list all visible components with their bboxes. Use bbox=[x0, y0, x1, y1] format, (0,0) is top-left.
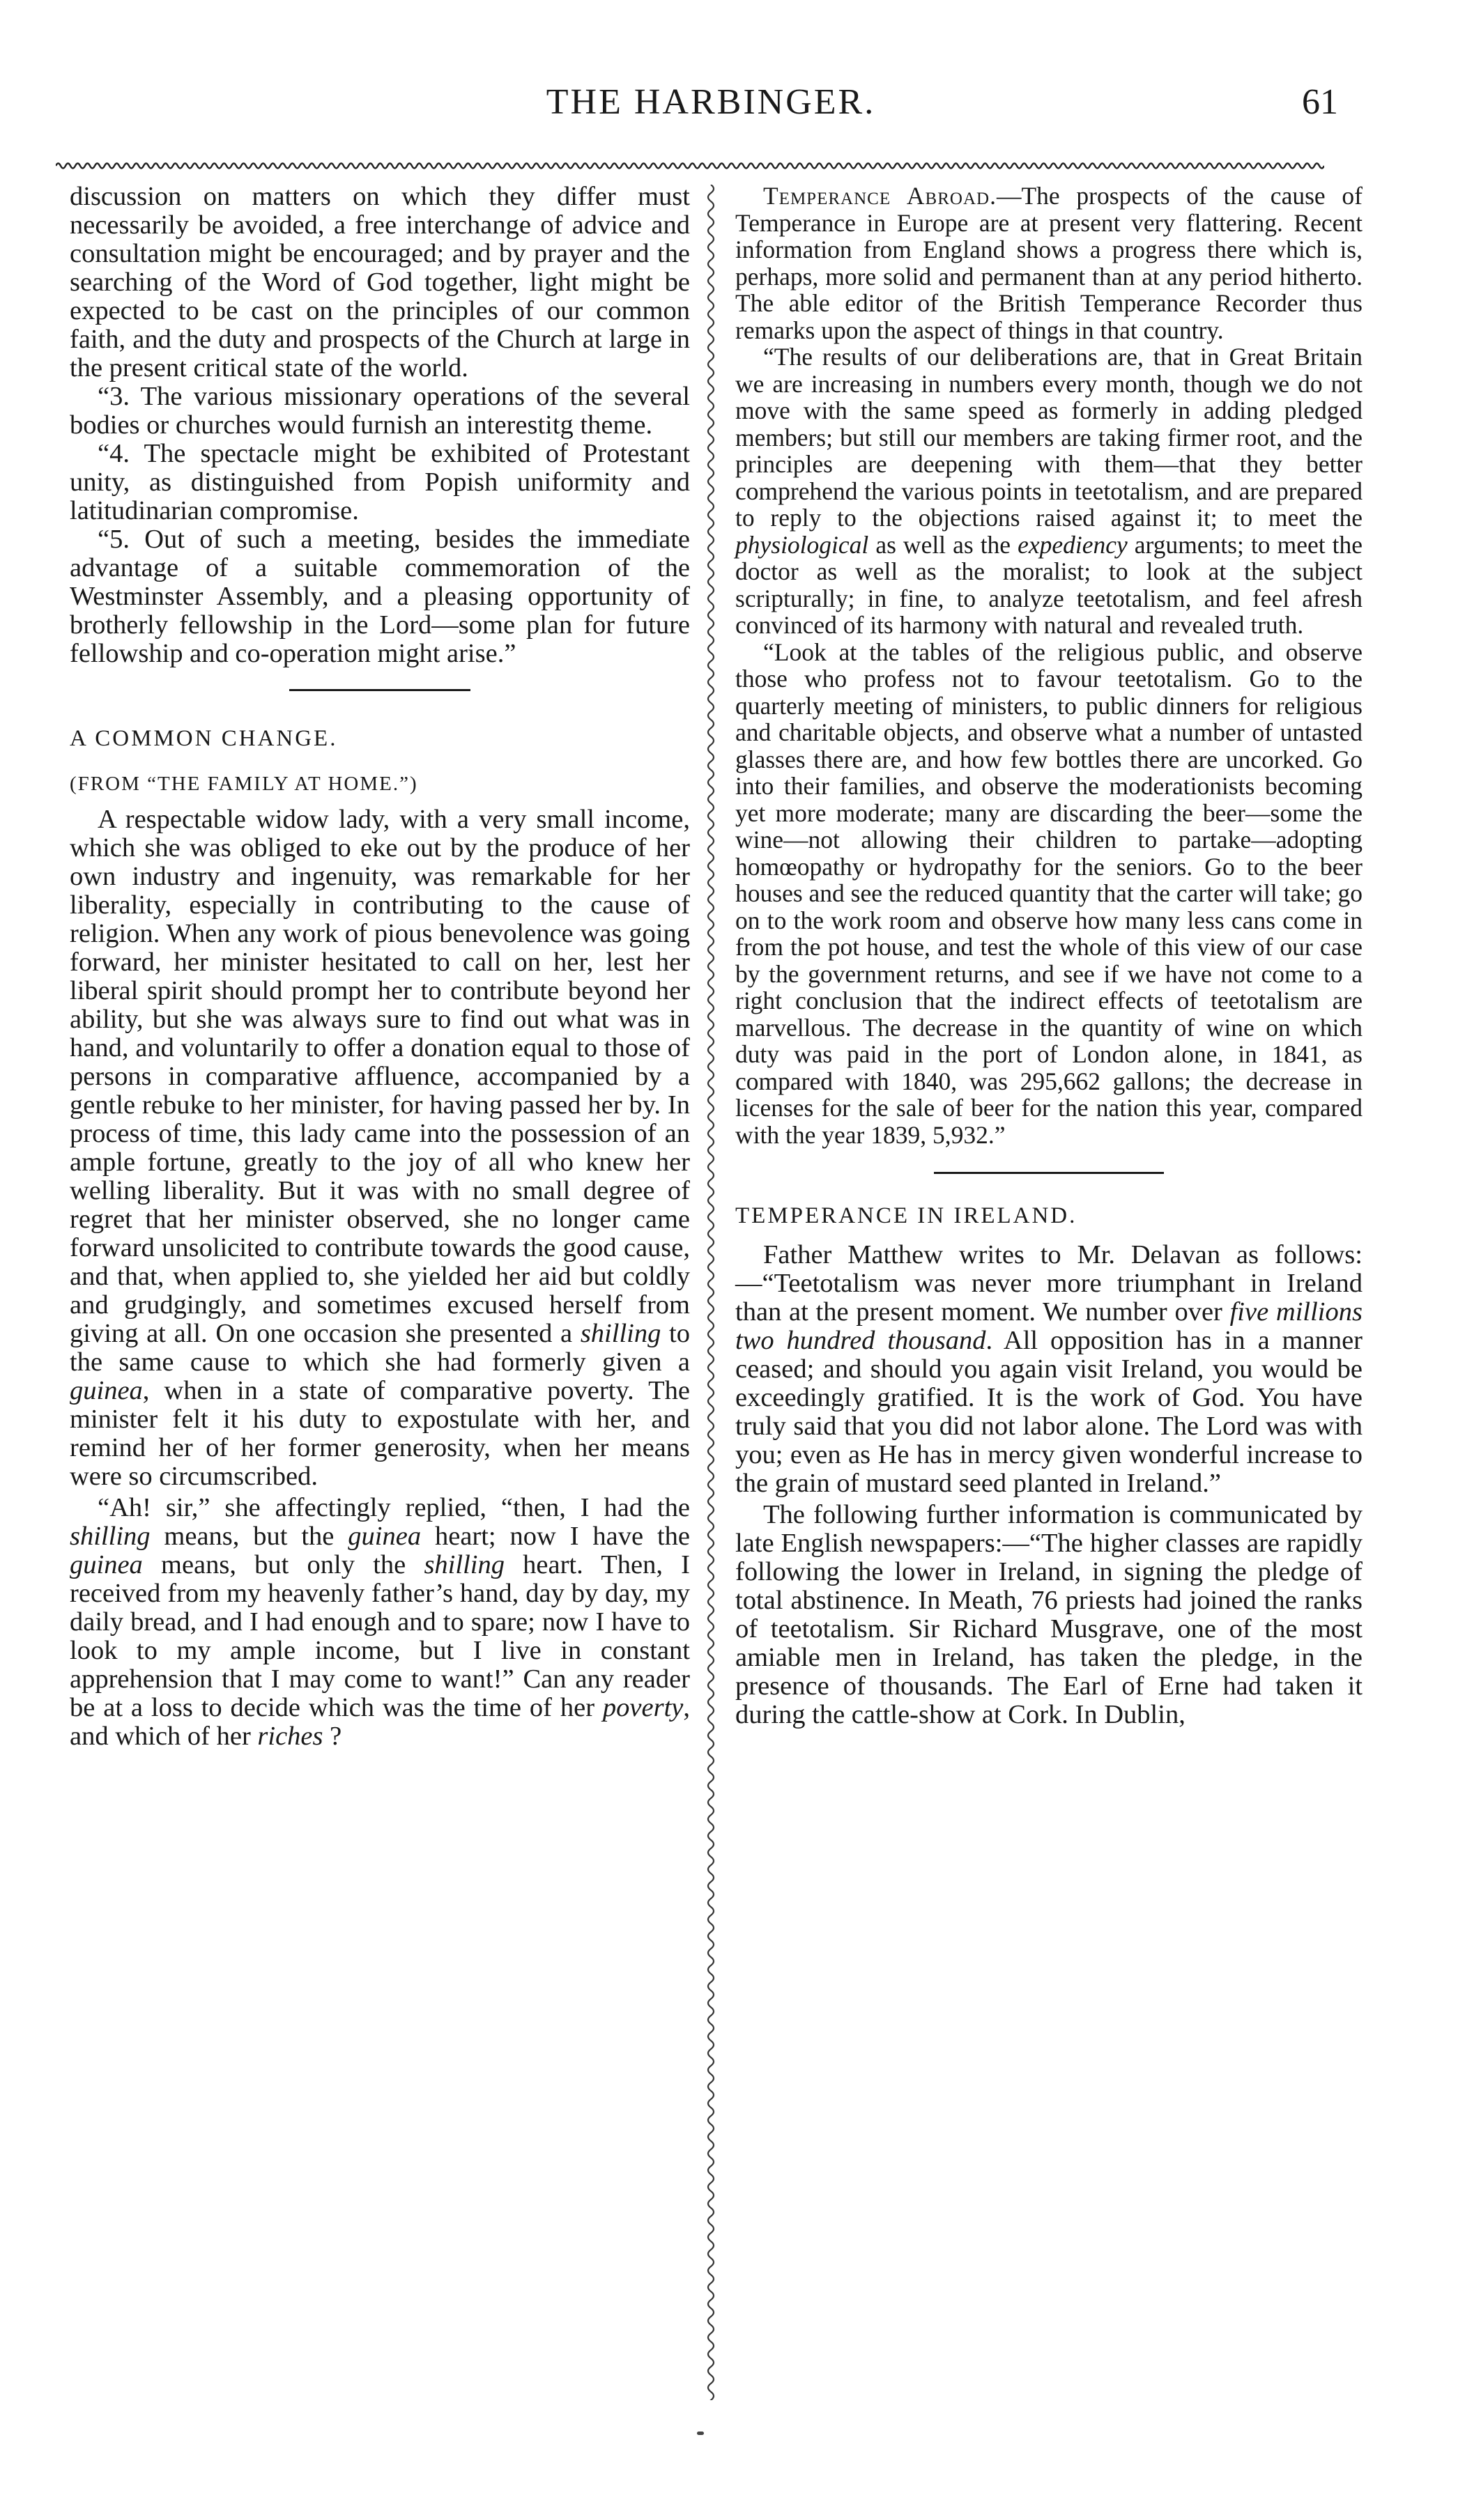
text-run: “The results of our deliberations are, that in Great Britain we are increasing in numbers every month, though we do not move with the same speed as formerly in adding pledged members; but still our members are taking firmer root, and the principles are deepening with them—that they better comprehend the various points in teetotalism, and are prepared to reply to the objections raised against it; to meet the bbox=[735, 343, 1363, 532]
text-run: , when in a state of comparative poverty. The minister felt it his duty to expostulate with her, and remind her of her former generosity, when her means were so circumscribed. bbox=[70, 1376, 690, 1491]
article-paragraph: “Look at the tables of the religious public, and observe those who profess not to favour teetotalism. Go to the quarterly meeting of ministers, to public dinners for religious and charitable objects, and observe what a number of untasted glasses there are, and how few bottles there are uncorked. Go into their families, and observe the moderationists becoming yet more moderate; many are discarding the beer—some the wine—not allowing their children to partake—adopting homœopathy or hydropathy for the seniors. Go to the beer houses and see the reduced quantity that the carter will take; go on to the work room and observe how many less cans come in from the pot house, and test the whole of this view of our case by the government returns, and see if we have not come to a right conclusion that the indirect effects of teetotalism are marvellous. The decrease in the quantity of wine on which duty was paid in the port of London alone, in 1841, as compared with 1840, was 295,662 gallons; the decrease in licenses for the sale of beer for the nation this year, compared with the year 1839, 5,932.” bbox=[735, 637, 1363, 1149]
text-run: . All opposition has in a manner ceased; and should you again visit Ireland, you would be exceedingly gratified. It is the work of God. You have truly said that you did not labor alone. The Lord was with you; even as He has in mercy given wonderful increase to the grain of mustard seed planted in Ireland.” bbox=[735, 1326, 1363, 1498]
section-divider bbox=[934, 1172, 1164, 1174]
paragraph: “5. Out of such a meeting, besides the immediate advantage of a suitable commemoration of the Westminster Assembly, and a pleasing opportunity of brotherly fellowship in the Lord—some plan for future fellowship and co-operation might arise.” bbox=[70, 525, 690, 668]
page-number: 61 bbox=[1302, 82, 1338, 122]
right-column bbox=[735, 183, 1363, 1729]
article-paragraph bbox=[70, 805, 690, 1491]
text-run: means, but only the bbox=[142, 1550, 424, 1579]
text-run: as well as the bbox=[868, 530, 1018, 559]
article-paragraph: The following further information is communicated by late English newspapers:—“The higher classes are rapidly following the lower in Ireland, in signing the pledge of total abstinence. In Meath, 76 priests had joined the ranks of teetotalism. Sir Richard Musgrave, one of the most amiable men in Ireland, has taken the pledge, in the presence of thousands. The Earl of Erne had taken it during the cattle-show at Cork. In Dublin, bbox=[735, 1500, 1363, 1729]
text-run: Father Matthew writes to Mr. Delavan as follows:—“Teetotalism was never more triumphant in Ireland than at the present moment. We number over bbox=[735, 1240, 1363, 1327]
article-heading: Temperance Abroad. bbox=[763, 182, 997, 210]
print-speck bbox=[697, 2432, 704, 2435]
emphasis: guinea bbox=[70, 1550, 143, 1579]
article-title: TEMPERANCE IN IRELAND. bbox=[735, 1203, 1077, 1228]
emphasis: shilling bbox=[580, 1319, 661, 1348]
paragraph: “4. The spectacle might be exhibited of Protestant unity, as distinguished from Popish uniformity and latitudinarian compromise. bbox=[70, 439, 690, 525]
text-run: A respectable widow lady, with a very small income, which she was obliged to eke out by the produce of her own industry and ingenuity, was remarkable for her liberality, especially in contributing to the cause of religion. When any work of pious benevolence was going forward, her minister hesitated to call on her, lest her liberal spirit should prompt her to contribute beyond her ability, but she was always sure to find out what was in hand, and voluntarily to offer a donation equal to those of persons in comparative affluence, accompanied by a gentle rebuke to her minister, for having passed her by. In process of time, this lady came into the possession of an ample fortune, greatly to the joy of all who knew her welling liberality. But it was with no small degree of regret that her minister observed, she no longer came forward unsolicited to contribute towards the good cause, and that, when applied to, she yielded her aid but coldly and grudgingly, and sometimes excused herself from giving at all. On one occasion she presented a bbox=[70, 805, 690, 1348]
article-source: (FROM “THE FAMILY AT HOME.”) bbox=[70, 773, 418, 795]
text-run: ? bbox=[323, 1722, 342, 1751]
text-run: to the same cause to which she had formerly given a bbox=[70, 1319, 691, 1377]
emphasis: expediency bbox=[1018, 530, 1128, 559]
emphasis: poverty bbox=[602, 1693, 684, 1722]
article-paragraph bbox=[735, 183, 1363, 343]
left-column bbox=[70, 183, 690, 1751]
column-divider-ornament bbox=[697, 185, 725, 2400]
article-title: A COMMON CHANGE. bbox=[70, 726, 338, 751]
paragraph: discussion on matters on which they differ must necessarily be avoided, a free interchange of advice and consultation might be encouraged; and by prayer and the searching of the Word of God together, light might be expected to be cast on the principles of our common faith, and the duty and prospects of the Church at large in the present critical state of the world. bbox=[70, 182, 690, 382]
emphasis: guinea bbox=[348, 1522, 422, 1551]
emphasis: shilling bbox=[424, 1550, 505, 1579]
text-run: heart; now I have the bbox=[421, 1522, 690, 1551]
temperance-abroad-section bbox=[735, 183, 1363, 1148]
section-divider bbox=[289, 689, 470, 691]
text-run: “Ah! sir,” she affectingly replied, “then, I had the bbox=[98, 1493, 690, 1522]
text-run: heart. Then, I received from my heavenly father’s hand, day by day, my daily bread, and I had enough and to spare; now I have to look to my ample income, but I live in constant apprehension that I may come to want!” Can any reader be at a loss to decide which was the time of her bbox=[70, 1550, 690, 1722]
article-paragraph bbox=[735, 1241, 1363, 1498]
article-paragraph bbox=[70, 1494, 690, 1751]
emphasis: five millions two hundred thousand bbox=[735, 1297, 1363, 1355]
running-title: THE HARBINGER. bbox=[546, 82, 876, 122]
emphasis: physiological bbox=[735, 530, 869, 559]
article-paragraph bbox=[735, 343, 1363, 639]
text-run: means, but the bbox=[150, 1522, 348, 1551]
text-run: arguments; to meet the doctor as well as the moralist; to look at the subject scripturally; in fine, to analyze teetotalism, and feel afresh convinced of its harmony with natural and revealed truth. bbox=[735, 530, 1363, 639]
text-run: , and which of her bbox=[70, 1693, 690, 1751]
emphasis: riches bbox=[257, 1722, 323, 1751]
temperance-ireland-section bbox=[735, 1202, 1363, 1729]
emphasis: guinea bbox=[70, 1376, 143, 1405]
paragraph: “3. The various missionary operations of the several bodies or churches would furnish an interestitg theme. bbox=[70, 382, 690, 440]
page-header bbox=[56, 78, 1366, 141]
text-run: —The prospects of the cause of Temperance in Europe are at present very flattering. Recent information from England shows a progress there which is, perhaps, more solid and permanent than at any period hitherto. The able editor of the British Temperance Recorder thus remarks upon the aspect of things in that country. bbox=[735, 182, 1363, 344]
wavy-header-rule bbox=[56, 159, 1324, 173]
emphasis: shilling bbox=[70, 1522, 151, 1551]
